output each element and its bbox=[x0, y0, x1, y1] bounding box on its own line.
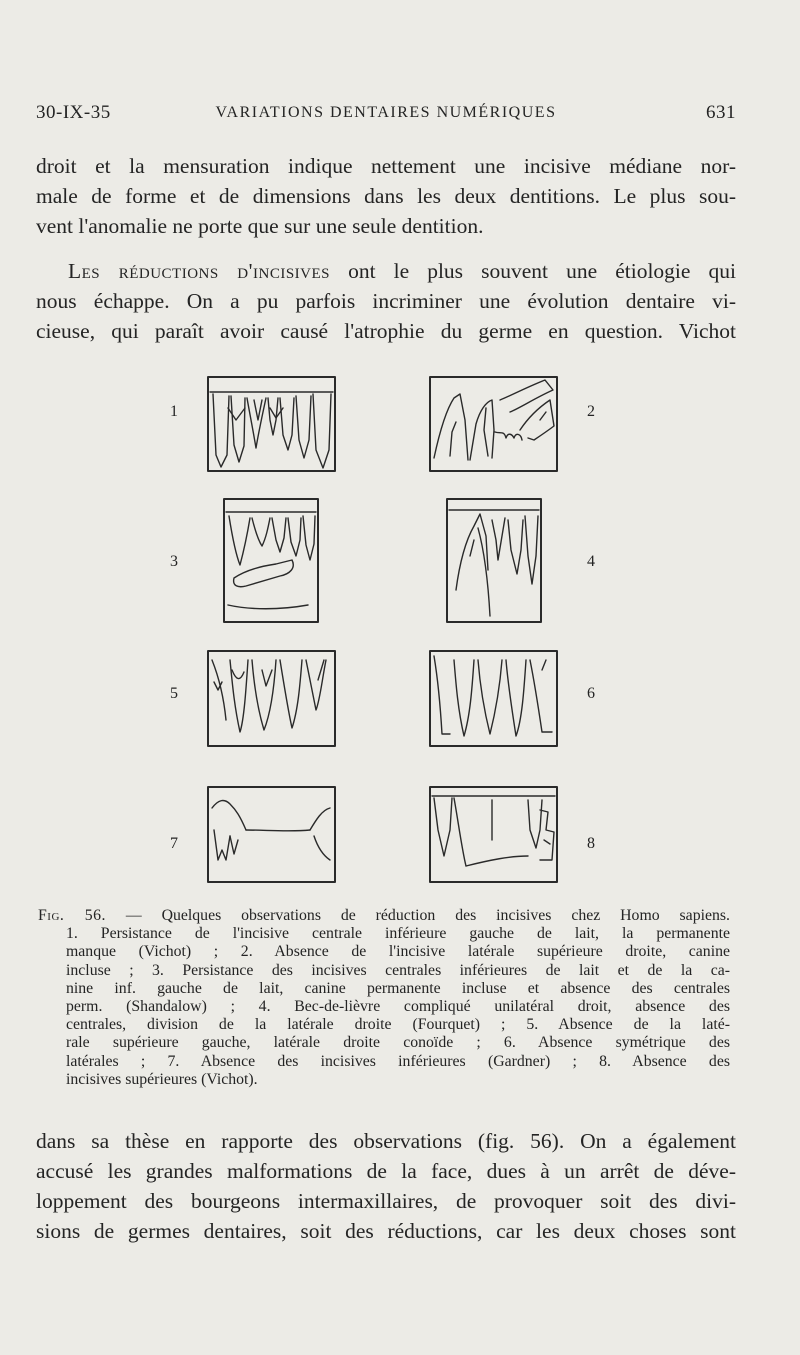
paragraph-2 bbox=[36, 256, 736, 346]
caption-label: Fig. 56. bbox=[38, 907, 106, 924]
text-line: droit et la mensuration indique nettement une incisive médiane nor- bbox=[36, 154, 736, 178]
text-line: male de forme et de dimensions dans les deux dentitions. Le plus sou- bbox=[36, 184, 736, 208]
caption-line: manque (Vichot) ; 2. Absence de l'incisive latérale supérieure droite, canine bbox=[66, 943, 730, 961]
diagram-panel-2 bbox=[430, 377, 557, 471]
figure-56 bbox=[0, 360, 800, 900]
diagram-panel-6 bbox=[430, 651, 557, 746]
caption-first-text: — Quelques observations de réduction des incisives chez Homo sapiens. bbox=[105, 907, 730, 924]
text-line: nous échappe. On a pu parfois incriminer une évolution dentaire vi- bbox=[36, 289, 736, 313]
figure-label-4: 4 bbox=[587, 553, 595, 570]
caption-line: latérales ; 7. Absence des incisives inférieures (Gardner) ; 8. Absence des bbox=[66, 1052, 730, 1070]
page-number: 631 bbox=[706, 102, 736, 123]
paragraph-3 bbox=[36, 1126, 736, 1246]
diagram-panel-7 bbox=[208, 787, 335, 882]
text-line: sions de germes dentaires, soit des réductions, car les deux choses sont bbox=[36, 1219, 736, 1243]
text-line: loppement des bourgeons intermaxillaires, de provoquer soit des divi- bbox=[36, 1189, 736, 1213]
figure-label-6: 6 bbox=[587, 685, 595, 702]
header-title: VARIATIONS DENTAIRES NUMÉRIQUES bbox=[215, 104, 557, 121]
figure-label-8: 8 bbox=[587, 835, 595, 852]
text-line: dans sa thèse en rapporte des observations (fig. 56). On a également bbox=[36, 1129, 736, 1153]
caption-line: perm. (Shandalow) ; 4. Bec-de-lièvre compliqué unilatéral droit, absence des bbox=[66, 998, 730, 1016]
paragraph-1 bbox=[36, 151, 736, 241]
diagram-panel-4 bbox=[447, 499, 541, 622]
text-line: accusé les grandes malformations de la face, dues à un arrêt de déve- bbox=[36, 1159, 736, 1183]
figure-caption bbox=[38, 907, 730, 1089]
caption-line bbox=[38, 907, 730, 925]
diagram-panel-8 bbox=[430, 787, 557, 882]
caption-line: nine inf. gauche de lait, canine permanente incluse et absence des centrales bbox=[66, 979, 730, 997]
text-line: cieuse, qui paraît avoir causé l'atrophie du germe en question. Vichot bbox=[36, 319, 736, 343]
caption-line: incisives supérieures (Vichot). bbox=[66, 1070, 258, 1088]
header-date: 30-IX-35 bbox=[36, 102, 111, 123]
running-head bbox=[36, 102, 736, 132]
caption-line: rale supérieure gauche, latérale droite conoïde ; 6. Absence symétrique des bbox=[66, 1034, 730, 1052]
dental-diagrams bbox=[0, 360, 800, 900]
figure-label-3: 3 bbox=[170, 553, 178, 570]
small-caps-lead: Les réductions d'incisives bbox=[68, 259, 330, 283]
caption-line: incluse ; 3. Persistance des incisives centrales inférieures de lait et de la ca- bbox=[66, 961, 730, 979]
text-line bbox=[36, 256, 736, 286]
diagram-panel-5 bbox=[208, 651, 335, 746]
caption-line: 1. Persistance de l'incisive centrale inférieure gauche de lait, la permanente bbox=[66, 925, 730, 943]
text-line: vent l'anomalie ne porte que sur une seule dentition. bbox=[36, 214, 484, 238]
figure-label-5: 5 bbox=[170, 685, 178, 702]
figure-label-7: 7 bbox=[170, 835, 178, 852]
caption-line: centrales, division de la latérale droite (Fourquet) ; 5. Absence de la laté- bbox=[66, 1016, 730, 1034]
figure-label-1: 1 bbox=[170, 403, 178, 420]
figure-label-2: 2 bbox=[587, 403, 595, 420]
diagram-panel-3 bbox=[224, 499, 318, 622]
text-line-rest: ont le plus souvent une étiologie qui bbox=[330, 259, 736, 283]
diagram-panel-1 bbox=[208, 377, 335, 471]
